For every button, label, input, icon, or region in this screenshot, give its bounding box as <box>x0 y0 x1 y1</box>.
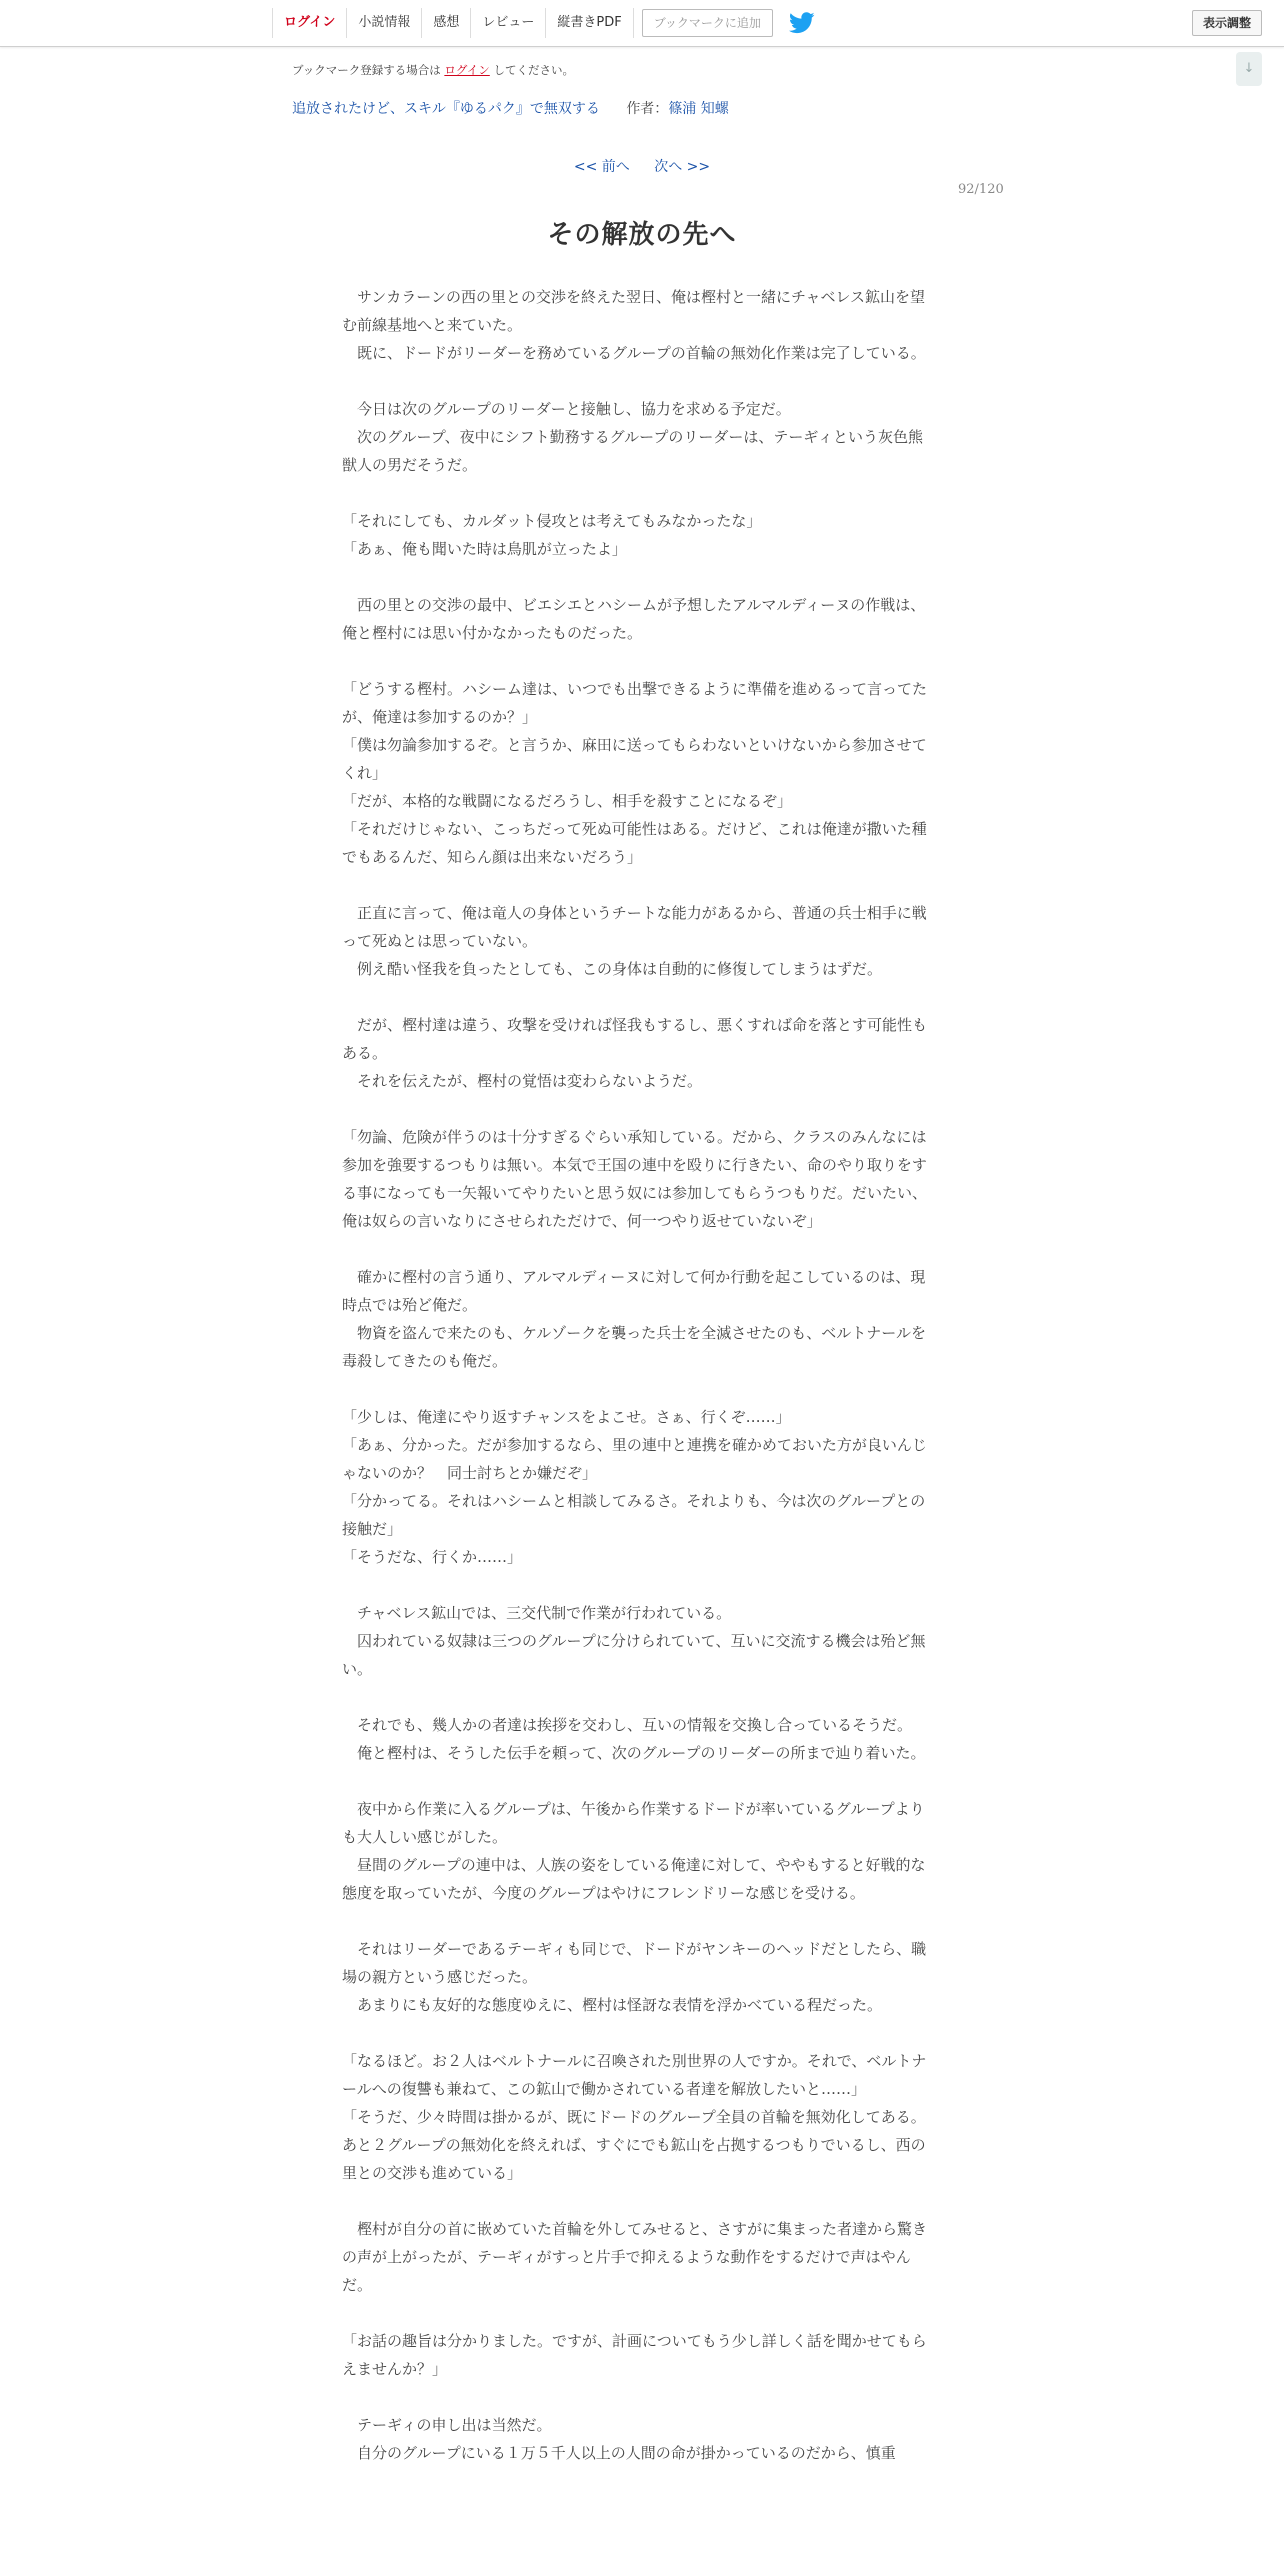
impressions-link[interactable]: 感想 <box>421 8 470 38</box>
login-link[interactable]: ログイン <box>272 8 346 38</box>
body-paragraph: 「勿論、危険が伴うのは十分すぎるぐらい承知している。だから、クラスのみんなには参加を強要するつもりは無い。本気で王国の連中を殴りに行きたい、命のやり取りをする事になっても一矢報いてやりたいと思う奴には参加してもらうつもりだ。だいたい、俺は奴らの言いなりにさせられただけで、何一つやり返せていないぞ」 <box>342 1128 928 1230</box>
blank-line <box>342 1235 936 1263</box>
body-paragraph: あまりにも友好的な態度ゆえに、樫村は怪訝な表情を浮かべている程だった。 <box>342 1996 883 2014</box>
body-paragraph: 今日は次のグループのリーダーと接触し、協力を求める予定だ。 <box>342 400 791 418</box>
blank-line <box>342 1375 936 1403</box>
body-paragraph: 確かに樫村の言う通り、アルマルディーヌに対して何か行動を起こしているのは、現時点では殆ど俺だ。 <box>342 1268 926 1314</box>
body-paragraph: 物資を盗んで来たのも、ケルゾークを襲った兵士を全滅させたのも、ベルトナールを毒殺してきたのも俺だ。 <box>342 1324 926 1370</box>
novel-info-link[interactable]: 小説情報 <box>346 8 421 38</box>
episode-counter: 92/120 <box>958 182 1004 197</box>
body-paragraph: 「お話の趣旨は分かりました。ですが、計画についてもう少し詳しく話を聞かせてもらえませんか？」 <box>342 2332 927 2378</box>
novel-header <box>292 98 729 118</box>
body-paragraph: 「分かってる。それはハシームと相談してみるさ。それよりも、今は次のグループとの接触だ」 <box>342 1492 926 1538</box>
blank-line <box>342 983 936 1011</box>
author-link[interactable]: 篠浦 知螺 <box>668 101 729 117</box>
blank-line <box>342 367 936 395</box>
body-paragraph: 「それにしても、カルダット侵攻とは考えてもみなかったな」 <box>342 512 762 530</box>
review-link[interactable]: レビュー <box>470 8 545 38</box>
body-paragraph: 次のグループ、夜中にシフト勤務するグループのリーダーは、テーギィという灰色熊獣人の男だそうだ。 <box>342 428 923 474</box>
novel-title-link[interactable]: 追放されたけど、スキル『ゆるパク』で無双する <box>292 101 600 117</box>
blank-line <box>342 1907 936 1935</box>
display-settings-button[interactable]: 表示調整 <box>1192 10 1262 36</box>
body-paragraph: 正直に言って、俺は竜人の身体というチートな能力があるから、普通の兵士相手に戦って死ぬとは思っていない。 <box>342 904 927 950</box>
blank-line <box>342 2019 936 2047</box>
blank-line <box>342 1683 936 1711</box>
body-paragraph: 自分のグループにいる１万５千人以上の人間の命が掛かっているのだから、慎重 <box>342 2444 896 2462</box>
body-paragraph: 樫村が自分の首に嵌めていた首輪を外してみせると、さすがに集まった者達から驚きの声が上がったが、テーギィがすっと片手で抑えるような動作をするだけで声はやんだ。 <box>342 2220 928 2294</box>
prev-episode-link[interactable]: << 前へ <box>573 159 630 175</box>
body-paragraph: 「あぁ、分かった。だが参加するなら、里の連中と連携を確かめておいた方が良いんじゃないのか？ 同士討ちとか嫌だぞ」 <box>342 1436 927 1482</box>
arrow-down-icon: ↓ <box>1243 61 1255 76</box>
body-paragraph: 「どうする樫村。ハシーム達は、いつでも出撃できるように準備を進めるって言ってたが、俺達は参加するのか？」 <box>342 680 928 726</box>
body-paragraph: 「少しは、俺達にやり返すチャンスをよこせ。さぁ、行くぞ……」 <box>342 1408 791 1426</box>
scroll-down-button[interactable] <box>1236 52 1262 86</box>
body-paragraph: 俺と樫村は、そうした伝手を頼って、次のグループのリーダーの所まで辿り着いた。 <box>342 1744 926 1762</box>
episode-pager <box>0 156 1284 176</box>
blank-line <box>342 1571 936 1599</box>
blank-line <box>342 1095 936 1123</box>
blank-line <box>342 563 936 591</box>
body-paragraph: チャベレス鉱山では、三交代制で作業が行われている。 <box>342 1604 732 1622</box>
login-note-link[interactable]: ログイン <box>444 63 490 77</box>
body-paragraph: それでも、幾人かの者達は挨拶を交わし、互いの情報を交換し合っているそうだ。 <box>342 1716 913 1734</box>
body-paragraph: 「そうだ、少々時間は掛かるが、既にドードのグループ全員の首輪を無効化してある。あと２グループの無効化を終えれば、すぐにでも鉱山を占拠するつもりでいるし、西の里との交渉も進めている」 <box>342 2108 926 2182</box>
blank-line <box>342 479 936 507</box>
body-paragraph: それはリーダーであるテーギィも同じで、ドードがヤンキーのヘッドだとしたら、職場の親方という感じだった。 <box>342 1940 927 1986</box>
body-paragraph: 西の里との交渉の最中、ビエシエとハシームが予想したアルマルディーヌの作戦は、俺と樫村には思い付かなかったものだった。 <box>342 596 926 642</box>
body-paragraph: 「なるほど。お２人はベルトナールに召喚された別世界の人ですか。それで、ベルトナールへの復讐も兼ねて、この鉱山で働かされている者達を解放したいと……」 <box>342 2052 927 2098</box>
login-note <box>292 62 574 78</box>
body-paragraph: 例え酷い怪我を負ったとしても、この身体は自動的に修復してしまうはずだ。 <box>342 960 883 978</box>
blank-line <box>342 1767 936 1795</box>
body-paragraph: 「それだけじゃない、こっちだって死ぬ可能性はある。だけど、これは俺達が撒いた種でもあるんだ、知らん顔は出来ないだろう」 <box>342 820 927 866</box>
blank-line <box>342 647 936 675</box>
chapter-title: その解放の先へ <box>547 220 737 250</box>
body-paragraph: テーギィの申し出は当然だ。 <box>342 2416 552 2434</box>
twitter-icon[interactable] <box>789 12 815 34</box>
body-paragraph: 「あぁ、俺も聞いた時は鳥肌が立ったよ」 <box>342 540 627 558</box>
add-bookmark-button[interactable]: ブックマークに追加 <box>642 9 773 37</box>
body-paragraph: 囚われている奴隷は三つのグループに分けられていて、互いに交流する機会は殆ど無い。 <box>342 1632 926 1678</box>
blank-line <box>342 2187 936 2215</box>
vertical-pdf-link[interactable]: 縦書きPDF <box>545 8 633 38</box>
blank-line <box>342 871 936 899</box>
login-note-before: ブックマーク登録する場合は <box>292 63 441 77</box>
top-navigation-bar <box>0 0 1284 47</box>
body-paragraph: サンカラーンの西の里との交渉を終えた翌日、俺は樫村と一緒にチャベレス鉱山を望む前線基地へと来ていた。 <box>342 288 926 334</box>
body-paragraph: だが、樫村達は違う、攻撃を受ければ怪我もするし、悪くすれば命を落とす可能性もある。 <box>342 1016 928 1062</box>
login-note-after: してください。 <box>493 63 574 77</box>
novel-body-text <box>342 283 936 2467</box>
body-paragraph: 昼間のグループの連中は、人族の姿をしている俺達に対して、ややもすると好戦的な態度を取っていたが、今度のグループはやけにフレンドリーな感じを受ける。 <box>342 1856 926 1902</box>
body-paragraph: 「そうだな、行くか……」 <box>342 1548 523 1566</box>
body-paragraph: 夜中から作業に入るグループは、午後から作業するドードが率いているグループよりも大人しい感じがした。 <box>342 1800 925 1846</box>
blank-line <box>342 2299 936 2327</box>
body-paragraph: 「僕は勿論参加するぞ。と言うか、麻田に送ってもらわないといけないから参加させてくれ」 <box>342 736 927 782</box>
blank-line <box>342 2383 936 2411</box>
body-paragraph: それを伝えたが、樫村の覚悟は変わらないようだ。 <box>342 1072 703 1090</box>
author-label: 作者： <box>626 101 669 117</box>
body-paragraph: 「だが、本格的な戦闘になるだろうし、相手を殺すことになるぞ」 <box>342 792 793 810</box>
next-episode-link[interactable]: 次へ >> <box>654 159 711 175</box>
main-nav <box>272 8 815 38</box>
body-paragraph: 既に、ドードがリーダーを務めているグループの首輪の無効化作業は完了している。 <box>342 344 926 362</box>
